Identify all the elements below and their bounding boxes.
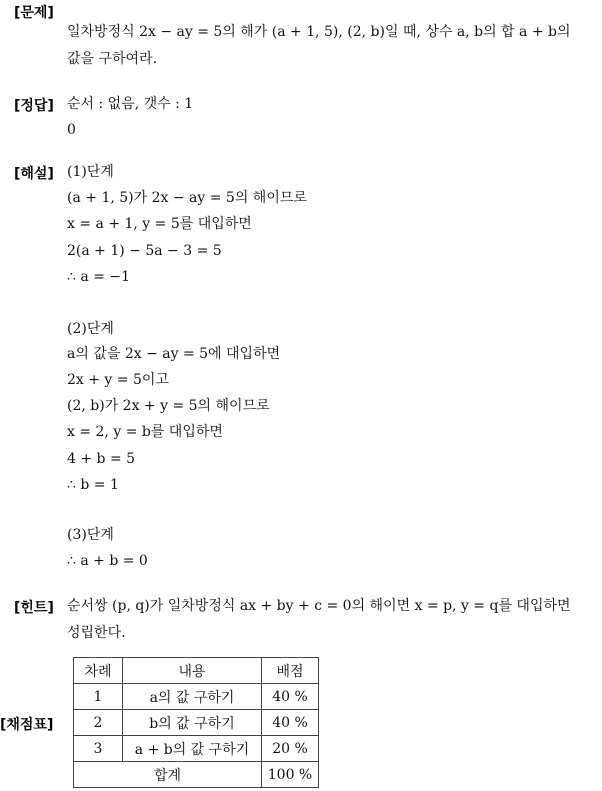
answer-label: [정답] xyxy=(14,98,54,114)
total-value: 100 % xyxy=(262,762,319,788)
answer-meta: 순서 : 없음, 갯수 : 1 xyxy=(67,96,194,112)
scoring-table xyxy=(73,657,319,788)
problem-line-1: 일차방정식 2x − ay = 5의 해가 (a + 1, 5), (2, b)일 때, 상수 a, b의 합 a + b의 xyxy=(67,24,571,40)
problem-label: [문제] xyxy=(14,5,54,21)
answer-value: 0 xyxy=(67,122,76,138)
row-step: 3 xyxy=(74,736,123,762)
solution-step-1-title: (1)단계 xyxy=(67,164,114,180)
solution-label: [해설] xyxy=(14,166,54,182)
problem-line-2: 값을 구하여라. xyxy=(67,51,158,67)
solution-line: ∴ a = −1 xyxy=(67,269,130,285)
solution-line: (2, b)가 2x + y = 5의 해이므로 xyxy=(67,398,270,414)
table-row xyxy=(74,736,319,762)
solution-line: x = 2, y = b를 대입하면 xyxy=(67,424,223,440)
solution-line: 4 + b = 5 xyxy=(67,451,136,467)
row-points: 40 % xyxy=(262,684,319,710)
solution-step-2-title: (2)단계 xyxy=(67,321,114,337)
row-step: 2 xyxy=(74,710,123,736)
solution-line: 2(a + 1) − 5a − 3 = 5 xyxy=(67,243,222,259)
hint-line-2: 성립한다. xyxy=(67,625,126,641)
row-step: 1 xyxy=(74,684,123,710)
solution-line: a의 값을 2x − ay = 5에 대입하면 xyxy=(67,346,281,362)
row-points: 40 % xyxy=(262,710,319,736)
table-row xyxy=(74,684,319,710)
solution-line: x = a + 1, y = 5를 대입하면 xyxy=(67,216,252,232)
hint-label: [힌트] xyxy=(14,600,54,616)
row-content: a + b의 값 구하기 xyxy=(123,736,262,762)
header-step: 차례 xyxy=(74,658,123,684)
scoring-label: [채점표] xyxy=(0,717,54,733)
solution-step-3-title: (3)단계 xyxy=(67,527,114,543)
row-points: 20 % xyxy=(262,736,319,762)
total-label: 합계 xyxy=(74,762,262,788)
header-content: 내용 xyxy=(123,658,262,684)
table-header-row xyxy=(74,658,319,684)
solution-line: 2x + y = 5이고 xyxy=(67,372,169,388)
header-points: 배점 xyxy=(262,658,319,684)
solution-line: (a + 1, 5)가 2x − ay = 5의 해이므로 xyxy=(67,190,307,206)
table-total-row xyxy=(74,762,319,788)
row-content: b의 값 구하기 xyxy=(123,710,262,736)
table-row xyxy=(74,710,319,736)
row-content: a의 값 구하기 xyxy=(123,684,262,710)
hint-line-1: 순서쌍 (p, q)가 일차방정식 ax + by + c = 0의 해이면 x = p, y = q를 대입하면 xyxy=(67,598,571,614)
solution-line: ∴ a + b = 0 xyxy=(67,553,148,569)
solution-line: ∴ b = 1 xyxy=(67,477,119,493)
